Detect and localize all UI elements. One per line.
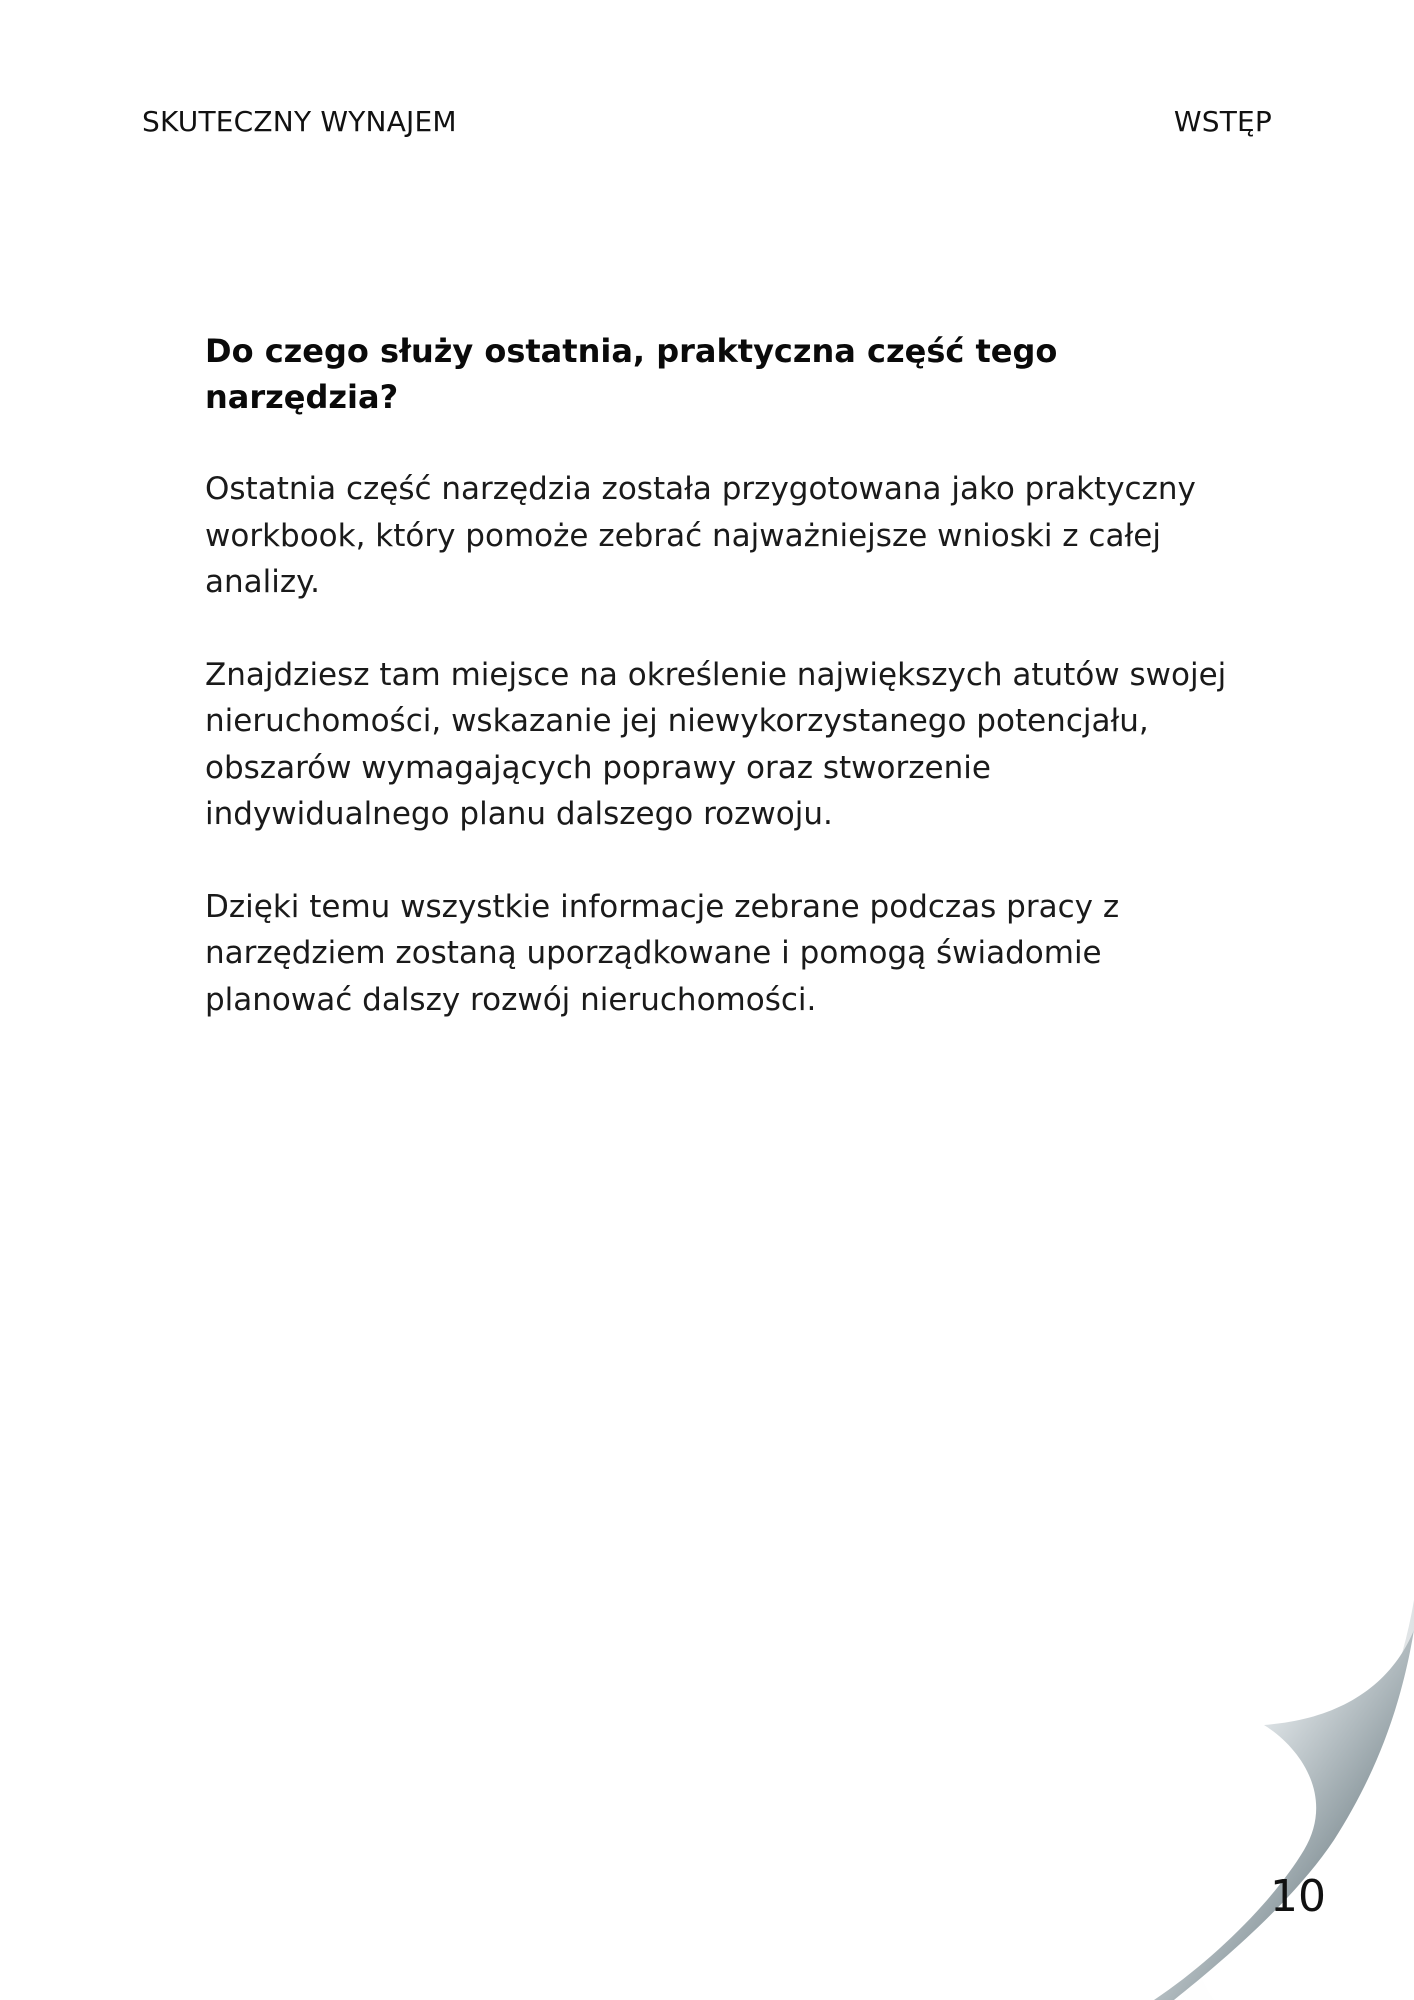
section-heading: Do czego służy ostatnia, praktyczna część tego narzędzia? [205,332,1058,416]
page-curl-decoration [1154,1600,1414,2000]
running-header-section: WSTĘP [1173,105,1272,138]
paragraph-3: Dzięki temu wszystkie informacje zebrane podczas pracy z narzędziem zostaną uporządkowane i pomogą świadomie planować dalszy rozwój nieruchomości. [205,888,1120,1018]
running-header-title: SKUTECZNY WYNAJEM [142,105,457,138]
paragraph-2: Znajdziesz tam miejsce na określenie największych atutów swojej nieruchomości, wskazanie jej niewykorzystanego potencjału, obszarów wymagających poprawy oraz stworzenie indywidualnego planu dalszego rozwoju. [205,656,1227,832]
page-number: 10 [1270,1871,1326,1922]
paragraph-1: Ostatnia część narzędzia została przygotowana jako praktyczny workbook, który pomoże zebrać najważniejsze wnioski z całej analizy. [205,471,1196,600]
main-content [205,328,1235,1069]
